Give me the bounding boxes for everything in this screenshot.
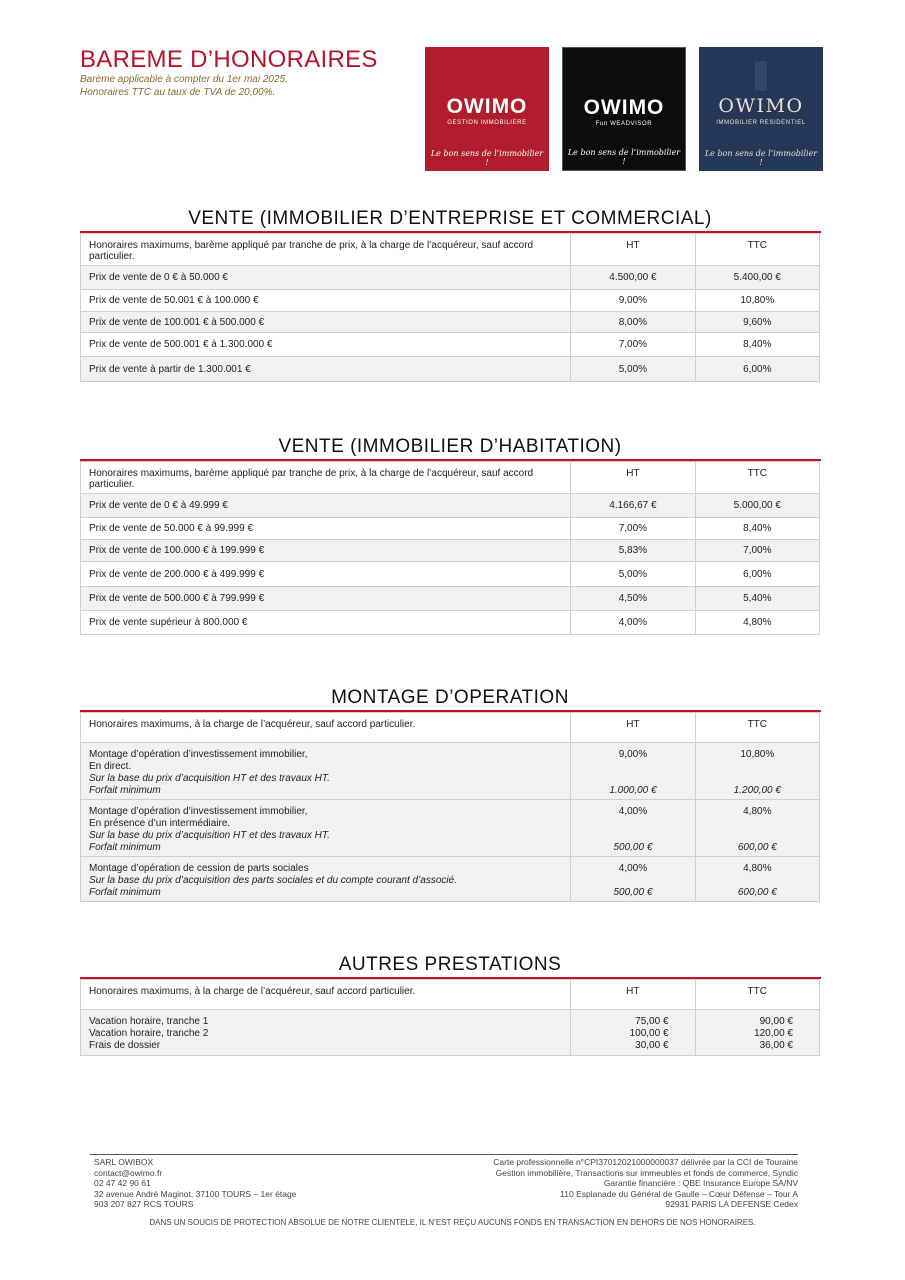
row-ttc: 10,80% xyxy=(695,290,819,312)
row-ht: 5,00% xyxy=(571,357,695,382)
row-ttc: 7,00% xyxy=(695,540,819,562)
row-ttc: 8,40% xyxy=(695,518,819,540)
table-montage xyxy=(80,712,820,902)
logo-tag: Fun WEADVISOR xyxy=(595,121,653,127)
row-ht: 8,00% xyxy=(571,312,695,333)
item-ttc: 120,00 € xyxy=(754,1028,793,1039)
footer-divider xyxy=(90,1154,798,1155)
logo-tag: IMMOBILIER RESIDENTIEL xyxy=(716,120,806,126)
row-ttc: 6,00% xyxy=(695,357,819,382)
table-entreprise xyxy=(80,233,820,382)
company-email[interactable]: contact@owimo.fr xyxy=(94,1167,163,1178)
item-label: Vacation horaire, tranche 1 xyxy=(89,1016,209,1027)
logo-name: OWIMO xyxy=(583,96,665,119)
table-row xyxy=(81,357,820,382)
section-title-habitation: VENTE (IMMOBILIER D’HABITATION) xyxy=(278,436,622,457)
table-header-row xyxy=(81,980,820,1010)
row-label: Prix de vente de 0 € à 49.999 € xyxy=(81,494,571,518)
row-line: En direct. xyxy=(89,761,132,772)
row-ttc: 5.000,00 € xyxy=(695,494,819,518)
row-ht-min: 500,00 € xyxy=(613,887,653,898)
row-minimum-label: Forfait minimum xyxy=(89,785,161,796)
subtitle-date: Barème applicable à compter du 1er mai 2025. xyxy=(80,74,288,85)
row-label: Prix de vente supérieur à 800.000 € xyxy=(81,611,571,635)
owimo-gestion-logo xyxy=(425,47,549,171)
footer-company-info xyxy=(94,1157,296,1210)
header-ht: HT xyxy=(571,234,695,266)
table-row xyxy=(81,800,820,857)
row-ht: 9,00% xyxy=(618,749,648,760)
row-minimum-label: Forfait minimum xyxy=(89,887,161,898)
legal-line: 110 Esplanade du Général de Gaulle – Cœur Défense – Tour A xyxy=(560,1188,798,1199)
header-desc: Honoraires maximums, à la charge de l’acquéreur, sauf accord particulier. xyxy=(81,713,571,743)
row-label: Prix de vente de 50.000 € à 99.999 € xyxy=(81,518,571,540)
row-note: Sur la base du prix d’acquisition des parts sociales et du compte courant d’associé. xyxy=(89,875,457,886)
row-note: Sur la base du prix d’acquisition HT et des travaux HT. xyxy=(89,773,330,784)
row-ttc: 4,80% xyxy=(743,806,772,817)
row-label: Prix de vente de 0 € à 50.000 € xyxy=(81,266,571,290)
row-line: Montage d’opération d’investissement immobilier, xyxy=(89,806,308,817)
row-label: Prix de vente de 500.001 € à 1.300.000 € xyxy=(81,333,571,357)
row-ttc: 6,00% xyxy=(695,562,819,587)
row-label: Prix de vente de 100.000 € à 199.999 € xyxy=(81,540,571,562)
table-row xyxy=(81,1010,820,1056)
tower-icon xyxy=(755,61,767,91)
table-habitation xyxy=(80,461,820,635)
row-ht: 4,00% xyxy=(618,806,648,817)
section-title-autres: AUTRES PRESTATIONS xyxy=(338,954,562,975)
owimo-advisor-logo xyxy=(562,47,686,171)
table-row xyxy=(81,562,820,587)
row-ht: 5,83% xyxy=(571,540,695,562)
row-label: Prix de vente de 50.001 € à 100.000 € xyxy=(81,290,571,312)
row-ttc-min: 1.200,00 € xyxy=(733,785,781,796)
table-header-row xyxy=(81,462,820,494)
item-label: Frais de dossier xyxy=(89,1040,161,1051)
footer-legal-info xyxy=(493,1157,798,1210)
header-ttc: TTC xyxy=(695,234,819,266)
table-row xyxy=(81,743,820,800)
row-label: Prix de vente de 200.000 € à 499.999 € xyxy=(81,562,571,587)
header-ht: HT xyxy=(571,713,695,743)
table-row xyxy=(81,611,820,635)
company-rcs: 903 207 827 RCS TOURS xyxy=(94,1199,194,1209)
row-ht: 4.166,67 € xyxy=(571,494,695,518)
table-row xyxy=(81,290,820,312)
header-desc: Honoraires maximums, à la charge de l’acquéreur, sauf accord particulier. xyxy=(81,980,571,1010)
table-autres xyxy=(80,979,820,1056)
table-header-row xyxy=(81,713,820,743)
table-row xyxy=(81,857,820,902)
company-address: 32 avenue André Maginot, 37100 TOURS – 1er étage xyxy=(94,1188,297,1199)
item-ht: 100,00 € xyxy=(629,1028,669,1039)
row-ht: 7,00% xyxy=(571,518,695,540)
row-ht: 4,00% xyxy=(618,863,648,874)
row-ttc: 5,40% xyxy=(695,587,819,611)
row-ht: 5,00% xyxy=(571,562,695,587)
row-ht: 4,00% xyxy=(571,611,695,635)
row-label: Prix de vente de 100.001 € à 500.000 € xyxy=(81,312,571,333)
row-label: Prix de vente à partir de 1.300.001 € xyxy=(81,357,571,382)
legal-line: Garantie financière : QBE Insurance Europe SA/NV xyxy=(603,1178,798,1188)
item-ht: 75,00 € xyxy=(635,1016,669,1027)
row-ht: 4,50% xyxy=(571,587,695,611)
row-ht: 9,00% xyxy=(571,290,695,312)
row-ttc: 4,80% xyxy=(743,863,772,874)
header-ttc: TTC xyxy=(695,980,819,1010)
item-ttc: 36,00 € xyxy=(759,1040,793,1051)
table-row xyxy=(81,494,820,518)
section-title-montage: MONTAGE D’OPERATION xyxy=(331,687,569,708)
row-ttc-min: 600,00 € xyxy=(737,887,777,898)
item-label: Vacation horaire, tranche 2 xyxy=(89,1028,209,1039)
page-title: BAREME D’HONORAIRES xyxy=(80,46,378,73)
row-ht: 4.500,00 € xyxy=(571,266,695,290)
header-ht: HT xyxy=(571,980,695,1010)
row-ttc: 8,40% xyxy=(695,333,819,357)
logo-slogan: Le bon sens de l’immobilier ! xyxy=(567,148,681,166)
row-ttc: 5.400,00 € xyxy=(695,266,819,290)
legal-line: Gestion immobilière, Transactions sur immeubles et fonds de commerce, Syndic xyxy=(495,1167,798,1178)
row-minimum-label: Forfait minimum xyxy=(89,842,161,853)
header-ttc: TTC xyxy=(695,462,819,494)
owimo-residentiel-logo xyxy=(699,47,823,171)
row-line: Montage d’opération de cession de parts sociales xyxy=(89,863,309,874)
row-ttc: 4,80% xyxy=(695,611,819,635)
header-desc: Honoraires maximums, barème appliqué par tranche de prix, à la charge de l’acquéreur, sauf accord particulier. xyxy=(81,234,571,266)
table-row xyxy=(81,540,820,562)
row-ht-min: 1.000,00 € xyxy=(609,785,657,796)
row-ttc-min: 600,00 € xyxy=(737,842,777,853)
header-ht: HT xyxy=(571,462,695,494)
table-row xyxy=(81,333,820,357)
table-header-row xyxy=(81,234,820,266)
item-ht: 30,00 € xyxy=(635,1040,669,1051)
company-name: SARL OWIBOX xyxy=(94,1157,154,1167)
table-row xyxy=(81,518,820,540)
row-line: En présence d’un intermédiaire. xyxy=(89,818,231,829)
subtitle-vat: Honoraires TTC au taux de TVA de 20,00%. xyxy=(80,87,276,98)
footer-disclaimer: DANS UN SOUCIS DE PROTECTION ABSOLUE DE NOTRE CLIENTELE, IL N’EST REÇU AUCUNS FONDS EN TRANSACTION EN DEHORS DE NOS HONORAIRES. xyxy=(149,1218,756,1227)
item-ttc: 90,00 € xyxy=(759,1016,793,1027)
section-title-entreprise: VENTE (IMMOBILIER D’ENTREPRISE ET COMMERCIAL) xyxy=(188,208,712,229)
company-phone: 02 47 42 90 61 xyxy=(94,1178,151,1188)
logo-name: OWIMO xyxy=(446,95,528,118)
row-ttc: 9,60% xyxy=(695,312,819,333)
table-row xyxy=(81,312,820,333)
legal-line: Carte professionnelle n°CPI37012021000000037 délivrée par la CCI de Touraine xyxy=(493,1157,798,1167)
row-ttc: 10,80% xyxy=(740,749,775,760)
logo-name: OWIMO xyxy=(718,95,804,117)
row-ht: 7,00% xyxy=(571,333,695,357)
header-desc: Honoraires maximums, barème appliqué par tranche de prix, à la charge de l’acquéreur, sauf accord particulier. xyxy=(81,462,571,494)
table-row xyxy=(81,266,820,290)
legal-line: 92931 PARIS LA DEFENSE Cedex xyxy=(665,1199,798,1209)
table-row xyxy=(81,587,820,611)
logo-slogan: Le bon sens de l’immobilier ! xyxy=(430,149,544,167)
row-line: Montage d’opération d’investissement immobilier, xyxy=(89,749,308,760)
row-ht-min: 500,00 € xyxy=(613,842,653,853)
row-label: Prix de vente de 500.000 € à 799.999 € xyxy=(81,587,571,611)
logo-slogan: Le bon sens de l’immobilier ! xyxy=(704,149,818,167)
logo-tag: GESTION IMMOBILIERE xyxy=(447,120,527,126)
header-ttc: TTC xyxy=(695,713,819,743)
row-note: Sur la base du prix d’acquisition HT et des travaux HT. xyxy=(89,830,330,841)
